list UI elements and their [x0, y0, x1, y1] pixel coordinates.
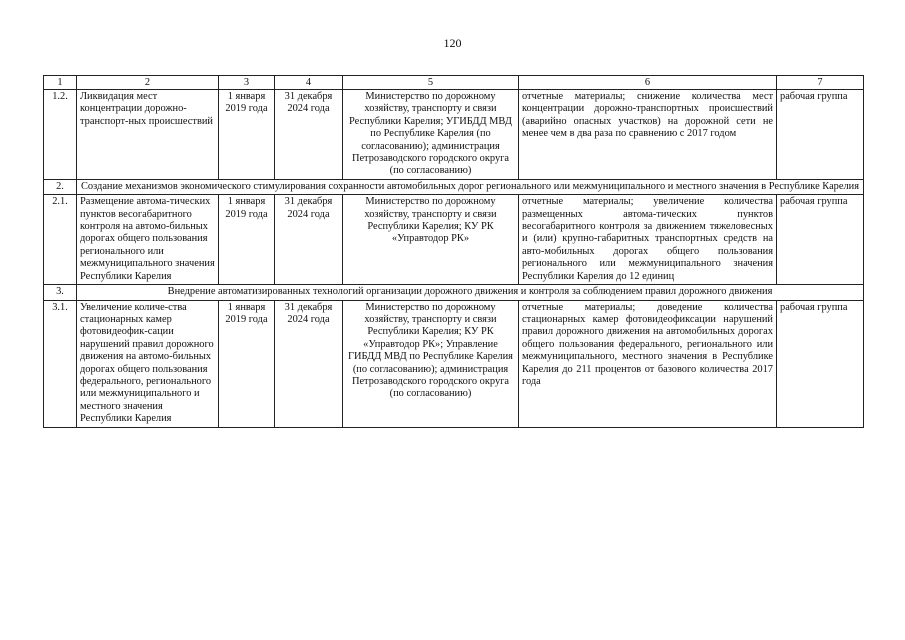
executor: Министерство по дорожному хозяйству, транспорту и связи Республики Карелия; КУ РК «Управтодор РК»	[343, 195, 519, 285]
measure-name: Размещение автома-тических пунктов весогабаритного контроля на автомо-бильных дорогах общего пользования регионального или межмуниципального значения Республики Карелия	[77, 195, 219, 285]
measure-name: Увеличение количе-ства стационарных камер фотовидеофик-сации нарушений правил дорожного движения на автомо-бильных дорогах общего пользования федерального, регионального или межмуниципального и местного значения Республики Карелия	[77, 300, 219, 427]
section-title: Создание механизмов экономического стимулирования сохранности автомобильных дорог регионального или межмуниципального и местного значения в Республике Карелия	[77, 179, 864, 194]
end-date: 31 декабря 2024 года	[275, 90, 343, 180]
expected-result: отчетные материалы; доведение количества стационарных камер фотовидеофиксации нарушений правил дорожного движения на автомобильных дорогах общего пользования федерального, регионального или межмуниципального, местного значения в Республике Карелия до 211 процентов от базового количества 2017 года	[519, 300, 777, 427]
row-number: 1.2.	[44, 90, 77, 180]
section-row	[44, 285, 864, 300]
start-date: 1 января 2019 года	[219, 90, 275, 180]
control-body: рабочая группа	[777, 195, 864, 285]
table-row	[44, 300, 864, 427]
column-number: 5	[343, 76, 519, 90]
table-row	[44, 195, 864, 285]
start-date: 1 января 2019 года	[219, 300, 275, 427]
page-number: 120	[443, 36, 462, 50]
expected-result: отчетные материалы; увеличение количества размещенных автома-тических пунктов весогабаритного контроля за движением тяжеловесных и (или) крупно-габаритных транспортных средств на авто-мобильных дорогах общего пользования регионального или межмуниципального значения Республики Карелия до 12 единиц	[519, 195, 777, 285]
control-body: рабочая группа	[777, 90, 864, 180]
expected-result: отчетные материалы; снижение количества мест концентрации дорожно-транспортных происшествий (аварийно опасных участков) на дорожной сети не менее чем в два раза по сравнению с 2017 годом	[519, 90, 777, 180]
section-title: Внедрение автоматизированных технологий организации дорожного движения и контроля за соблюдением правил дорожного движения	[77, 285, 864, 300]
section-number: 2.	[44, 179, 77, 194]
column-number: 6	[519, 76, 777, 90]
start-date: 1 января 2019 года	[219, 195, 275, 285]
table-row	[44, 90, 864, 180]
section-number: 3.	[44, 285, 77, 300]
executor: Министерство по дорожному хозяйству, транспорту и связи Республики Карелия; КУ РК «Управтодор РК»; Управление ГИБДД МВД по Республике Карелия (по согласованию); администрация Петрозаводского городского округа (по согласованию)	[343, 300, 519, 427]
column-number: 1	[44, 76, 77, 90]
column-number: 4	[275, 76, 343, 90]
column-number: 7	[777, 76, 864, 90]
row-number: 2.1.	[44, 195, 77, 285]
section-row	[44, 179, 864, 194]
control-body: рабочая группа	[777, 300, 864, 427]
column-number-row	[44, 76, 864, 90]
row-number: 3.1.	[44, 300, 77, 427]
measures-table	[43, 75, 864, 428]
column-number: 2	[77, 76, 219, 90]
column-number: 3	[219, 76, 275, 90]
executor: Министерство по дорожному хозяйству, транспорту и связи Республики Карелия; УГИБДД МВД по Республике Карелия (по согласованию); администрация Петрозаводского городского округа (по согласованию)	[343, 90, 519, 180]
end-date: 31 декабря 2024 года	[275, 195, 343, 285]
end-date: 31 декабря 2024 года	[275, 300, 343, 427]
measure-name: Ликвидация мест концентрации дорожно-транспорт-ных происшествий	[77, 90, 219, 180]
